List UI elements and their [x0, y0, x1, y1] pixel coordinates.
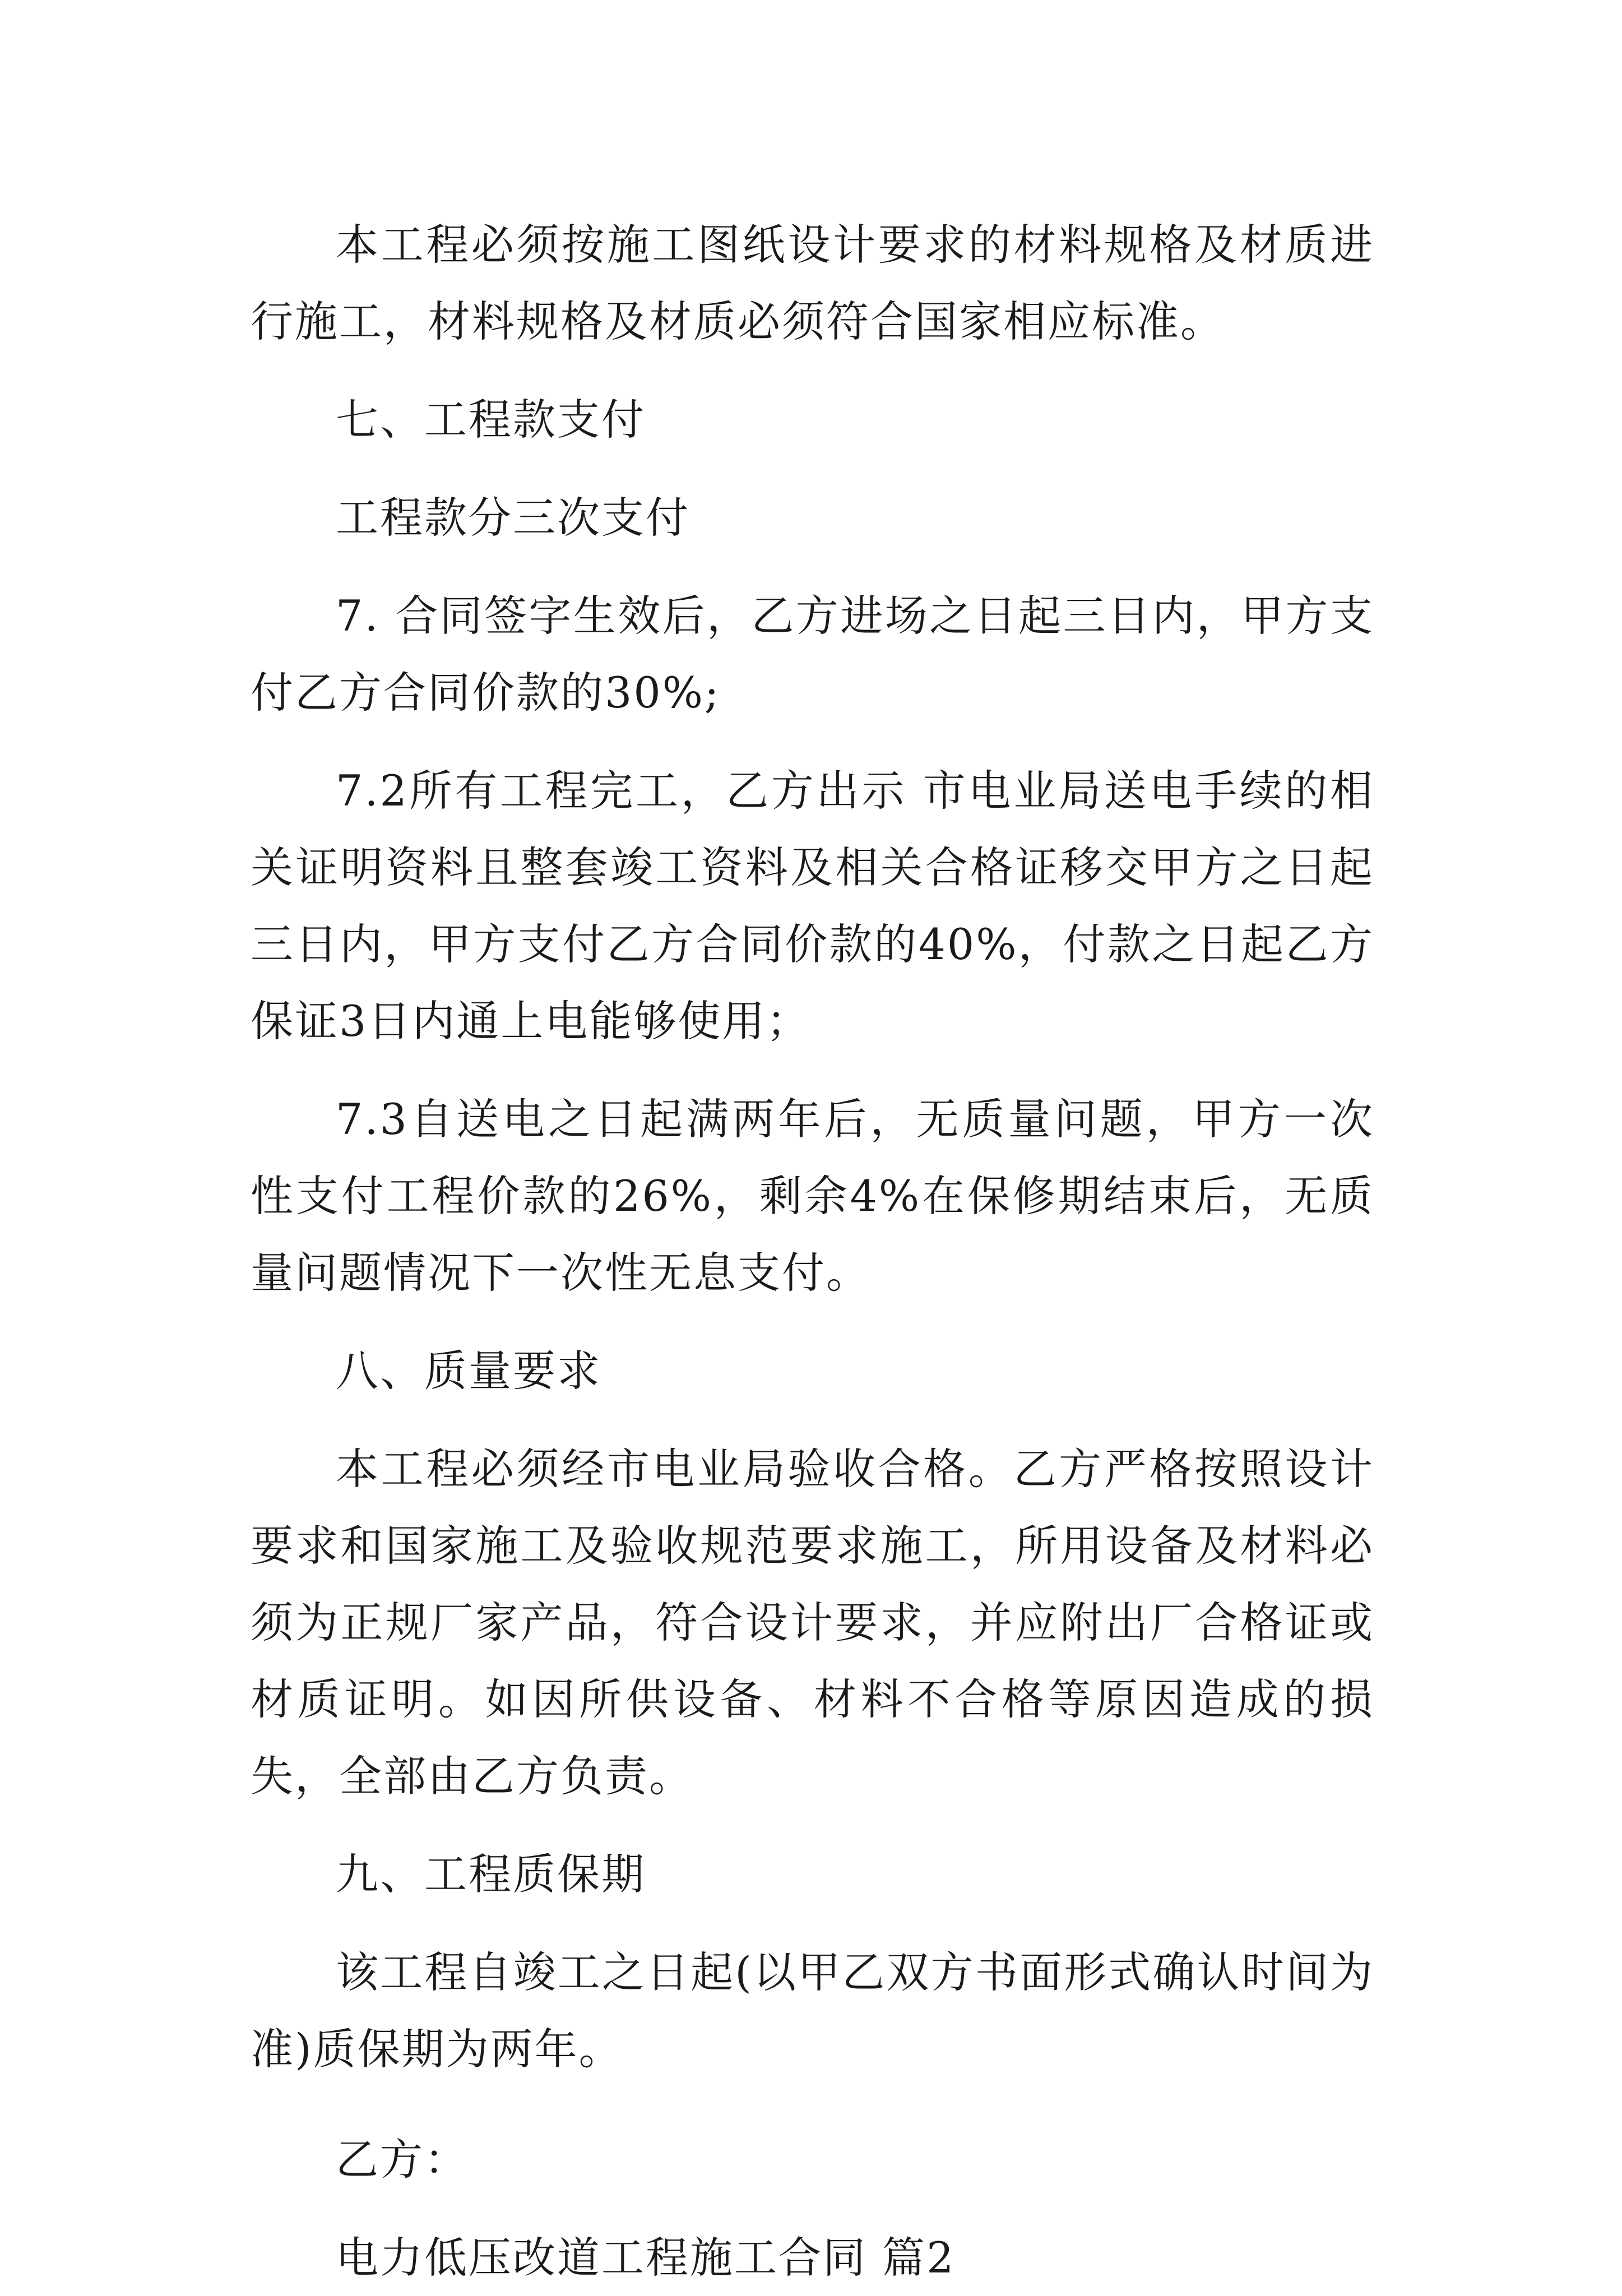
party-b-label: 乙方： [336, 2135, 469, 2184]
clause-7-1: 7. 合同签字生效后，乙方进场之日起三日内，甲方支付乙方合同价款的30%; [251, 591, 1374, 718]
paragraph-quality: 本工程必须经市电业局验收合格。乙方严格按照设计要求和国家施工及验收规范要求施工，所用设备及材料必须为正规厂家产品，符合设计要求，并应附出厂合格证或材质证明。如因所供设备、材料不合格等原因造成的损失，全部由乙方负责。 [251, 1444, 1374, 1801]
document-body [251, 206, 1374, 2296]
paragraph-warranty: 该工程自竣工之日起(以甲乙双方书面形式确认时间为准)质保期为两年。 [251, 1947, 1374, 2074]
section-heading-payment: 七、工程款支付 [336, 395, 646, 445]
next-contract-title: 电力低压改道工程施工合同 篇2 [336, 2233, 956, 2283]
section-heading-warranty: 九、工程质保期 [336, 1849, 646, 1899]
clause-7-2: 7.2所有工程完工，乙方出示 市电业局送电手续的相关证明资料且整套竣工资料及相关合格证移交甲方之日起三日内，甲方支付乙方合同价款的40%，付款之日起乙方保证3日内通上电能够使用； [251, 766, 1374, 1046]
payment-intro: 工程款分三次支付 [336, 493, 690, 543]
paragraph-materials: 本工程必须按施工图纸设计要求的材料规格及材质进行施工，材料规格及材质必须符合国家相应标准。 [251, 220, 1374, 346]
clause-7-3: 7.3自送电之日起满两年后，无质量问题，甲方一次性支付工程价款的26%，剩余4%在保修期结束后，无质量问题情况下一次性无息支付。 [251, 1094, 1374, 1298]
section-heading-quality: 八、质量要求 [336, 1346, 601, 1396]
